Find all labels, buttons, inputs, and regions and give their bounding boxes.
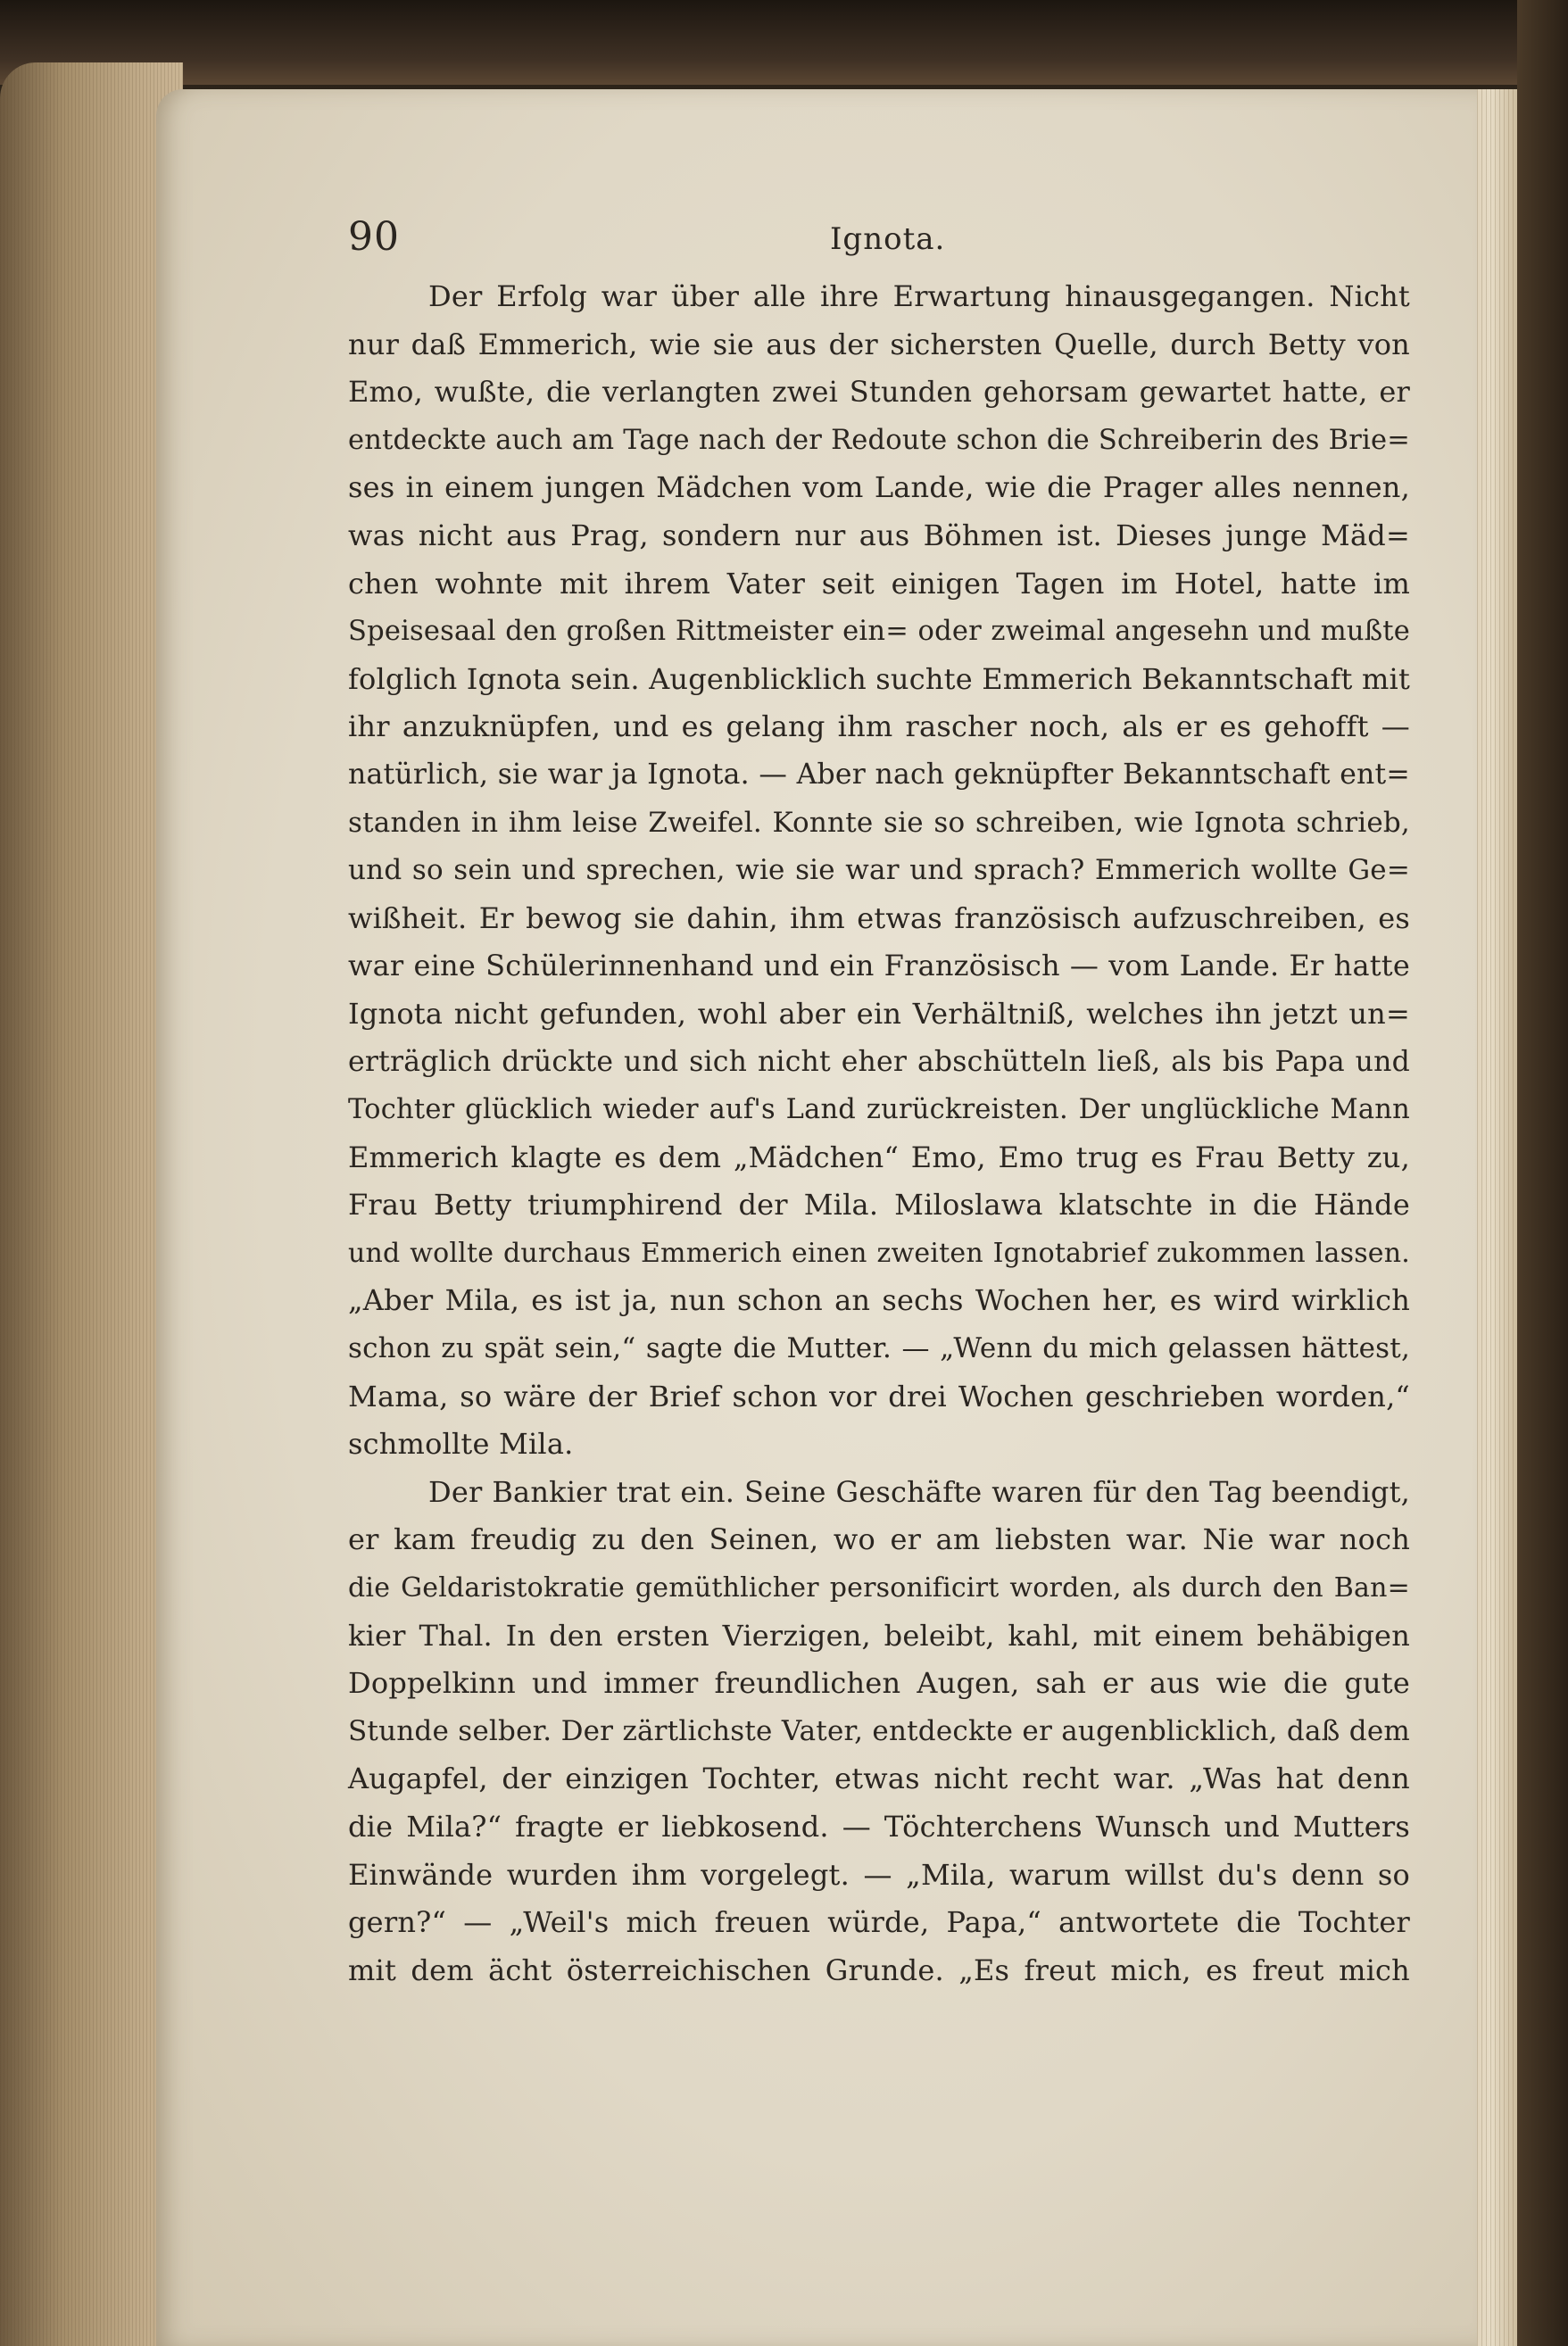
text-line: Der Erfolg war über alle ihre Erwartung hinausgegangen. Nicht <box>428 279 1410 313</box>
text-line: folglich Ignota sein. Augenblicklich suchte Emmerich Bekanntschaft mit <box>348 661 1410 696</box>
text-line: die Geldaristokratie gemüthlicher personificirt worden, als durch den Ban= <box>348 1572 1410 1604</box>
running-title: Ignota. <box>830 221 946 257</box>
text-line: und wollte durchaus Emmerich einen zweiten Ignotabrief zukommen lassen. <box>348 1237 1410 1269</box>
text-line: nur daß Emmerich, wie sie aus der sichersten Quelle, durch Betty von <box>348 327 1410 361</box>
body-text <box>348 273 1410 1994</box>
paragraph-1 <box>348 273 1410 1469</box>
text-line: was nicht aus Prag, sondern nur aus Böhmen ist. Dieses junge Mäd= <box>348 518 1410 552</box>
text-line: Emmerich klagte es dem „Mädchen“ Emo, Emo trug es Frau Betty zu, <box>348 1140 1410 1174</box>
text-line: mit dem ächt österreichischen Grunde. „Es freut mich, es freut mich <box>348 1952 1410 1987</box>
text-line: standen in ihm leise Zweifel. Konnte sie so schreiben, wie Ignota schrieb, <box>348 806 1410 839</box>
page-number: 90 <box>348 214 400 260</box>
page-content <box>348 211 1410 1994</box>
text-line: Emo, wußte, die verlangten zwei Stunden gehorsam gewartet hatte, er <box>348 375 1410 410</box>
text-line: wißheit. Er bewog sie dahin, ihm etwas französisch aufzuschreiben, es <box>348 900 1410 935</box>
text-line: ihr anzuknüpfen, und es gelang ihm rascher noch, als er es gehofft — <box>348 709 1410 744</box>
text-line: Der Bankier trat ein. Seine Geschäfte waren für den Tag beendigt, <box>428 1474 1410 1509</box>
text-line: entdeckte auch am Tage nach der Redoute schon die Schreiberin des Brie= <box>348 424 1410 456</box>
text-line: chen wohnte mit ihrem Vater seit einigen Tagen im Hotel, hatte im <box>348 566 1410 601</box>
page-header <box>348 211 1410 273</box>
text-line: Speisesaal den großen Rittmeister ein= oder zweimal angesehn und mußte <box>348 616 1410 648</box>
text-line: Einwände wurden ihm vorgelegt. — „Mila, warum willst du's denn so <box>348 1857 1410 1892</box>
text-line: war eine Schülerinnenhand und ein Französisch — vom Lande. Er hatte <box>348 949 1410 983</box>
text-line: Tochter glücklich wieder auf's Land zurückreisten. Der unglückliche Mann <box>348 1094 1410 1126</box>
text-line: er kam freudig zu den Seinen, wo er am liebsten war. Nie war noch <box>348 1522 1410 1557</box>
text-line: Mama, so wäre der Brief schon vor drei Wochen geschrieben worden,“ <box>348 1379 1410 1413</box>
paragraph-2 <box>348 1469 1410 1995</box>
text-line: und so sein und sprechen, wie sie war und sprach? Emmerich wollte Ge= <box>348 854 1410 887</box>
text-line: erträglich drückte und sich nicht eher abschütteln ließ, als bis Papa und <box>348 1045 1410 1078</box>
text-line: schon zu spät sein,“ sagte die Mutter. — „Wenn du mich gelassen hättest, <box>348 1332 1410 1365</box>
text-line: die Mila?“ fragte er liebkosend. — Töchterchens Wunsch und Mutters <box>348 1810 1410 1844</box>
text-line: kier Thal. In den ersten Vierzigen, beleibt, kahl, mit einem behäbigen <box>348 1618 1410 1653</box>
text-line: gern?“ — „Weil's mich freuen würde, Papa,“ antwortete die Tochter <box>348 1905 1410 1940</box>
text-line: natürlich, sie war ja Ignota. — Aber nach geknüpfter Bekanntschaft ent= <box>348 758 1410 791</box>
text-line: Ignota nicht gefunden, wohl aber ein Verhältniß, welches ihn jetzt un= <box>348 996 1410 1031</box>
background-top <box>0 0 1568 85</box>
text-line: ses in einem jungen Mädchen vom Lande, wie die Prager alles nennen, <box>348 470 1410 505</box>
text-line: Stunde selber. Der zärtlichste Vater, entdeckte er augenblicklich, daß dem <box>348 1714 1410 1747</box>
text-line: Augapfel, der einzigen Tochter, etwas nicht recht war. „Was hat denn <box>348 1762 1410 1796</box>
text-line: Frau Betty triumphirend der Mila. Miloslawa klatschte in die Hände <box>348 1188 1410 1223</box>
background-right <box>1517 0 1568 2346</box>
text-line: „Aber Mila, es ist ja, nun schon an sechs Wochen her, es wird wirklich <box>348 1283 1410 1318</box>
text-line: Doppelkinn und immer freundlichen Augen, sah er aus wie die gute <box>348 1666 1410 1701</box>
text-line: schmollte Mila. <box>348 1427 574 1462</box>
